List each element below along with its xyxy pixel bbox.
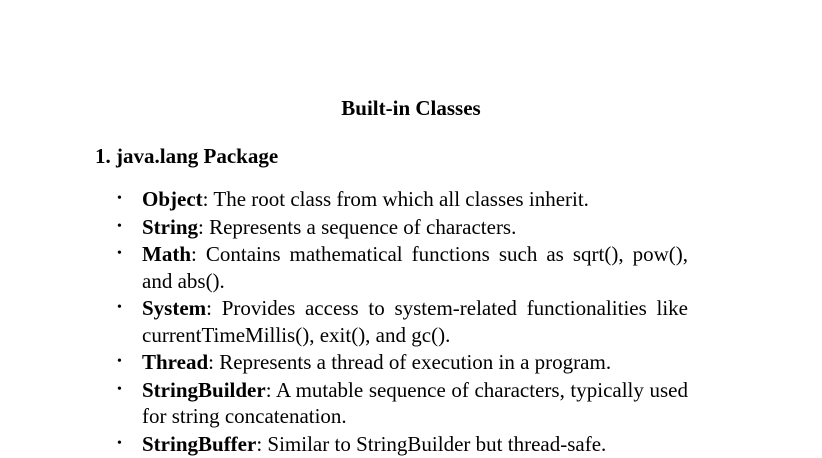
list-item: [0, 431, 688, 458]
item-description: : Provides access to system-related functionalities like currentTimeMillis(), exit(), and gc().: [142, 296, 688, 347]
item-term: System: [142, 296, 207, 320]
bullet-icon: •: [117, 381, 122, 397]
item-description: : Contains mathematical functions such as sqrt(), pow(), and abs().: [142, 242, 688, 293]
document-title: Built-in Classes: [341, 96, 481, 120]
bullet-icon: •: [117, 300, 122, 315]
item-description: : A mutable sequence of characters, typically used for string concatenation.: [142, 377, 688, 428]
bullet-icon: •: [117, 191, 122, 206]
section-heading: 1. java.lang Package: [95, 144, 279, 168]
list-item: [0, 349, 688, 376]
item-term: Math: [142, 242, 191, 266]
item-description: : Represents a sequence of characters.: [198, 214, 517, 239]
item-term: StringBuilder: [142, 377, 266, 402]
bullet-icon: •: [117, 246, 122, 261]
bullet-icon: •: [117, 435, 122, 451]
bullet-icon: •: [117, 354, 122, 369]
item-description: : Represents a thread of execution in a program.: [208, 350, 612, 374]
list-item: [0, 214, 688, 241]
item-term: Object: [142, 187, 203, 211]
bullet-list: [0, 186, 784, 458]
bullet-icon: •: [117, 218, 122, 234]
item-description: : The root class from which all classes inherit.: [202, 187, 589, 211]
list-item: [0, 295, 688, 348]
item-description: : Similar to StringBuilder but thread-safe.: [256, 431, 607, 456]
item-term: Thread: [142, 350, 209, 374]
list-item: [0, 241, 688, 294]
list-item: [0, 186, 688, 213]
list-item: [0, 377, 688, 430]
item-term: StringBuffer: [142, 431, 257, 456]
item-term: String: [142, 214, 199, 239]
